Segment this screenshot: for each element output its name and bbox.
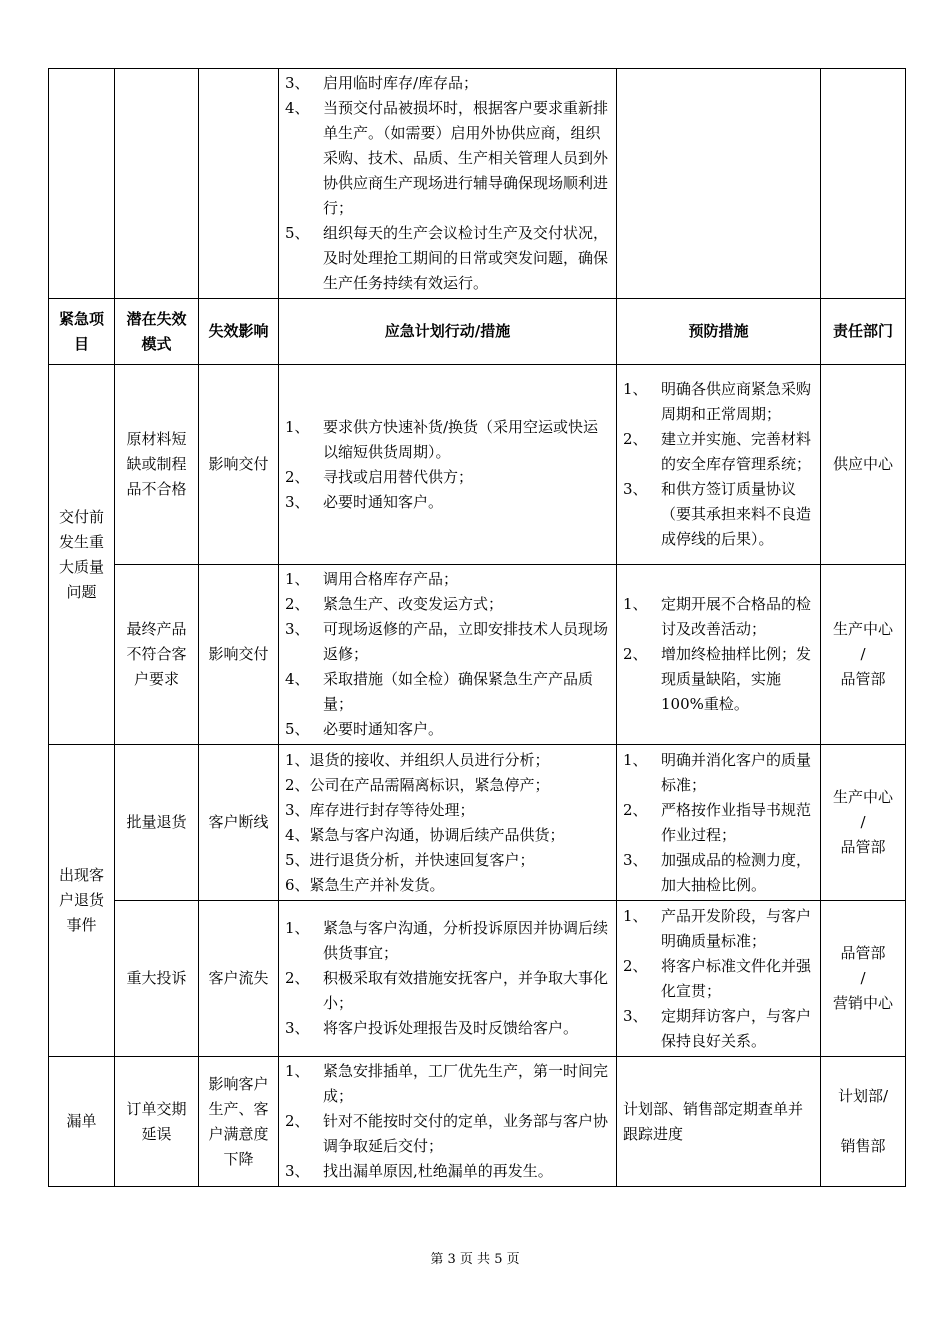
action-cell <box>279 745 617 901</box>
failure-mode: 批量退货 <box>115 745 199 901</box>
list-item: 5、 必要时通知客户。 <box>285 720 444 738</box>
list-item: 1、 定期开展不合格品的检讨及改善活动； <box>623 595 812 638</box>
table-row <box>49 565 906 745</box>
prevent-cell <box>617 901 821 1057</box>
prevent-cell <box>617 365 821 565</box>
list-item: 6、紧急生产并补发货。 <box>285 875 445 894</box>
list-item: 1、 产品开发阶段，与客户明确质量标准； <box>623 906 812 950</box>
header-effect: 失效影响 <box>199 299 279 365</box>
list-item: 2、 紧急生产、改变发运方式； <box>285 595 504 613</box>
list-item: 2、 针对不能按时交付的定单，业务部与客户协调争取延后交付； <box>285 1112 609 1155</box>
list-item: 5、进行退货分析，并快速回复客户； <box>285 850 535 869</box>
prevent-cell: 计划部、销售部定期查单并跟踪进度 <box>617 1057 821 1187</box>
group-cell: 交付前发生重大质量问题 <box>49 365 115 745</box>
list-item: 1、 调用合格库存产品； <box>285 570 459 588</box>
list-item: 3、 和供方签订质量协议（要其承担来料不良造成停线的后果）。 <box>623 480 812 548</box>
list-item: 2、 寻找或启用替代供方； <box>285 467 474 486</box>
list-item: 3、 可现场返修的产品，立即安排技术人员现场返修； <box>285 620 609 663</box>
action-cell <box>279 365 617 565</box>
header-mode: 潜在失效模式 <box>115 299 199 365</box>
dept-cell: 生产中心 / 品管部 <box>821 745 906 901</box>
table-row <box>49 1057 906 1187</box>
prevent-cell <box>617 565 821 745</box>
emergency-plan-table <box>48 68 906 1187</box>
list-item: 3、 启用临时库存/库存品； <box>285 74 479 92</box>
failure-effect: 影响交付 <box>199 365 279 565</box>
failure-mode: 原材料短缺或制程品不合格 <box>115 365 199 565</box>
list-item: 3、 加强成品的检测力度，加大抽检比例。 <box>623 850 812 894</box>
list-item: 4、紧急与客户沟通，协调后续产品供货； <box>285 825 565 844</box>
table-row <box>49 901 906 1057</box>
table-row <box>49 365 906 565</box>
action-cell <box>279 565 617 745</box>
list-item: 3、 必要时通知客户。 <box>285 492 444 511</box>
list-item: 1、 紧急安排插单，工厂优先生产，第一时间完成； <box>285 1062 609 1105</box>
table-header-row <box>49 299 906 365</box>
list-item: 1、 要求供方快速补货/换货（采用空运或快运以缩短供货周期）。 <box>285 417 599 461</box>
list-item: 3、库存进行封存等待处理； <box>285 800 475 819</box>
group-cell: 出现客户退货事件 <box>49 745 115 1057</box>
failure-mode: 重大投诉 <box>115 901 199 1057</box>
list-item: 2、 建立并实施、完善材料的安全库存管理系统； <box>623 430 812 473</box>
list-item: 4、 当预交付品被损坏时，根据客户要求重新排单生产。（如需要）启用外协供应商，组织采购、技术、品质、生产相关管理人员到外协供应商生产现场进行辅导确保现场顺利进行； <box>285 99 609 217</box>
page-number: 第 3 页 共 5 页 <box>430 1252 520 1267</box>
continuation-actions <box>279 69 617 299</box>
action-cell <box>279 901 617 1057</box>
list-item: 1、 紧急与客户沟通，分析投诉原因并协调后续供货事宜； <box>285 919 609 962</box>
list-item: 2、 积极采取有效措施安抚客户，并争取大事化小； <box>285 969 609 1012</box>
dept-cell: 计划部/ 销售部 <box>821 1057 906 1187</box>
failure-mode: 订单交期延误 <box>115 1057 199 1187</box>
header-action: 应急计划行动/措施 <box>279 299 617 365</box>
dept-cell: 品管部 / 营销中心 <box>821 901 906 1057</box>
table-row <box>49 745 906 901</box>
list-item: 2、 严格按作业指导书规范作业过程； <box>623 800 812 844</box>
failure-mode: 最终产品不符合客户要求 <box>115 565 199 745</box>
failure-effect: 客户断线 <box>199 745 279 901</box>
list-item: 3、 将客户投诉处理报告及时反馈给客户。 <box>285 1019 579 1037</box>
header-item: 紧急项目 <box>49 299 115 365</box>
prevent-cell <box>617 745 821 901</box>
dept-cell: 生产中心 / 品管部 <box>821 565 906 745</box>
list-item: 4、 采取措施（如全检）确保紧急生产产品质量； <box>285 670 594 713</box>
list-item: 1、 明确各供应商紧急采购周期和正常周期； <box>623 380 812 423</box>
list-item: 1、退货的接收、并组织人员进行分析； <box>285 750 550 769</box>
list-item: 2、公司在产品需隔离标识，紧急停产； <box>285 775 550 794</box>
header-dept: 责任部门 <box>821 299 906 365</box>
group-cell: 漏单 <box>49 1057 115 1187</box>
failure-effect: 客户流失 <box>199 901 279 1057</box>
failure-effect: 影响交付 <box>199 565 279 745</box>
list-item: 3、 找出漏单原因,杜绝漏单的再发生。 <box>285 1162 553 1180</box>
action-cell <box>279 1057 617 1187</box>
list-item: 2、 增加终检抽样比例；发现质量缺陷，实施100%重检。 <box>623 645 812 713</box>
failure-effect: 影响客户生产、客户满意度下降 <box>199 1057 279 1187</box>
header-prevent: 预防措施 <box>617 299 821 365</box>
list-item: 3、 定期拜访客户，与客户保持良好关系。 <box>623 1006 812 1050</box>
list-item: 5、 组织每天的生产会议检讨生产及交付状况，及时处理抢工期间的日常或突发问题，确保生产任务持续有效运行。 <box>285 224 609 292</box>
list-item: 1、 明确并消化客户的质量标准； <box>623 750 812 794</box>
continuation-row <box>49 69 906 299</box>
dept-cell: 供应中心 <box>821 365 906 565</box>
list-item: 2、 将客户标准文件化并强化宣贯； <box>623 956 812 1000</box>
